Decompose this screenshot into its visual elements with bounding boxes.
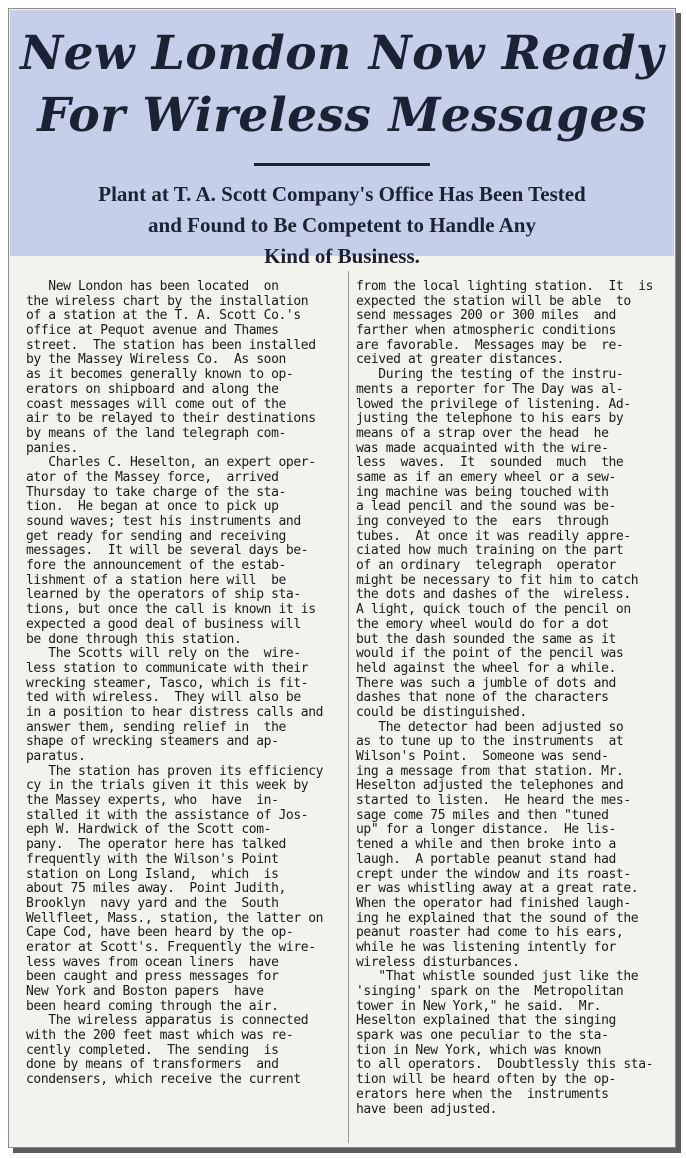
text-line: ing a message from that station. Mr. [356, 763, 624, 779]
text-line: while he was listening intently for [356, 939, 616, 955]
text-line: office at Pequot avenue and Thames [26, 323, 279, 339]
text-line: Heselton adjusted the telephones and [356, 778, 624, 794]
text-line: as to tune up to the instruments at [356, 734, 624, 750]
text-line: ceived at greater distances. [356, 352, 564, 368]
text-line: been heard coming through the air. [26, 998, 279, 1014]
text-line: New York and Boston papers have [26, 984, 264, 999]
text-line: tions, but once the call is known it is [26, 602, 316, 618]
text-line: er was whistling away at a great rate. [356, 881, 639, 897]
text-line: would if the point of the pencil was [356, 646, 624, 662]
text-line: from the local lighting station. It is [356, 279, 654, 294]
text-line: Charles C. Heselton, an expert oper- [26, 455, 316, 471]
text-line: Cape Cod, have been heard by the op- [26, 925, 294, 941]
text-line: sound waves; test his instruments and [26, 514, 301, 529]
text-line: street. The station has been installed [26, 337, 316, 353]
text-line: ted with wireless. They will also be [26, 690, 301, 706]
text-line: The wireless apparatus is connected [26, 1013, 309, 1029]
text-line: answer them, sending relief in the [26, 719, 286, 735]
text-line: have been adjusted. [356, 1101, 498, 1117]
text-line: ciated how much training on the part [356, 543, 624, 559]
text-line: the Massey experts, who have in- [26, 793, 279, 809]
headline-rule [254, 163, 430, 166]
text-line: A light, quick touch of the pencil on [356, 602, 631, 618]
text-line: erator at Scott's. Frequently the wire- [26, 939, 316, 955]
text-line: might be necessary to fit him to catch [356, 572, 639, 588]
text-line: coast messages will come out of the [26, 396, 286, 412]
text-line: erators on shipboard and along the [26, 381, 279, 397]
headline-block [10, 10, 674, 268]
text-line: in a position to hear distress calls and [26, 704, 324, 720]
text-line: sage come 75 miles and then "tuned [356, 807, 609, 823]
text-line: cently completed. The sending is [26, 1042, 279, 1058]
text-line: less station to communicate with their [26, 660, 309, 676]
subheadline-line-3: Kind of Business. [264, 244, 420, 268]
text-line: done by means of transformers and [26, 1057, 279, 1073]
text-line: are favorable. Messages may be re- [356, 337, 624, 353]
text-line: messages. It will be several days be- [26, 543, 309, 559]
text-line: Thursday to take charge of the sta- [26, 484, 286, 500]
text-line: to all operators. Doubtlessly this sta- [356, 1057, 654, 1073]
text-line: There was such a jumble of dots and [356, 675, 616, 691]
text-line: erators here when the instruments [356, 1086, 609, 1102]
text-line: ator of the Massey force, arrived [26, 469, 279, 485]
text-line: panies. [26, 440, 78, 456]
text-line: was made acquainted with the wire- [356, 440, 609, 456]
text-line: stalled it with the assistance of Jos- [26, 807, 309, 823]
text-line: tion will be heard often by the op- [356, 1072, 616, 1088]
text-line: tened a while and then broke into a [356, 837, 616, 853]
text-line: station on Long Island, which is [26, 866, 279, 882]
text-line: less waves from ocean liners have [26, 954, 279, 970]
text-line: same as if an emery wheel or a sew- [356, 469, 616, 485]
text-line: with the 200 feet mast which was re- [26, 1028, 294, 1044]
text-line: Wellfleet, Mass., station, the latter on [26, 910, 324, 926]
text-line: started to listen. He heard the mes- [356, 793, 631, 809]
text-line: justing the telephone to his ears by [356, 411, 624, 427]
text-line: held against the wheel for a while. [356, 660, 616, 676]
text-line: ing conveyed to the ears through [356, 514, 609, 529]
text-line: a lead pencil and the sound was be- [356, 499, 616, 515]
text-line: of a station at the T. A. Scott Co.'s [26, 308, 301, 324]
text-line: pany. The operator here has talked [26, 837, 286, 853]
text-line: lowed the privilege of listening. Ad- [356, 396, 631, 412]
text-line: of an ordinary telegraph operator [356, 558, 616, 574]
text-line: the dots and dashes of the wireless. [356, 587, 631, 603]
text-line: tubes. At once it was readily appre- [356, 528, 631, 544]
text-line: New London has been located on [26, 279, 279, 294]
text-line: means of a strap over the head he [356, 425, 609, 441]
text-line: learned by the operators of ship sta- [26, 587, 301, 603]
text-line: the wireless chart by the installation [26, 293, 309, 309]
text-line: Brooklyn navy yard and the South [26, 895, 279, 911]
text-line: air to be relayed to their destinations [26, 411, 316, 427]
right-column [356, 280, 676, 1117]
headline-line-2: For Wireless Messages [37, 88, 647, 143]
newspaper-clipping [8, 8, 676, 1148]
text-line: ing machine was being touched with [356, 484, 609, 500]
text-line: up" for a longer distance. He lis- [356, 822, 616, 838]
text-line: tion. He began at once to pick up [26, 499, 279, 515]
text-line: shape of wrecking steamers and ap- [26, 734, 279, 750]
text-line: condensers, which receive the current [26, 1072, 301, 1088]
column-divider [348, 271, 349, 1143]
text-line: send messages 200 or 300 miles and [356, 308, 616, 324]
text-line: but the dash sounded the same as it [356, 631, 616, 647]
text-line: wireless disturbances. [356, 954, 520, 970]
text-line: Wilson's Point. Someone was send- [356, 749, 609, 764]
text-line: by the Massey Wireless Co. As soon [26, 352, 286, 368]
text-line: the emory wheel would do for a dot [356, 616, 609, 632]
text-line: wrecking steamer, Tasco, which is fit- [26, 675, 309, 691]
text-line: less waves. It sounded much the [356, 455, 624, 471]
text-line: been caught and press messages for [26, 969, 279, 985]
text-line: about 75 miles away. Point Judith, [26, 881, 286, 897]
text-line: "That whistle sounded just like the [356, 969, 639, 985]
text-line: tion in New York, which was known [356, 1042, 602, 1058]
text-line: dashes that none of the characters [356, 690, 609, 706]
text-line: expected the station will be able to [356, 293, 631, 309]
text-line: fore the announcement of the estab- [26, 558, 286, 574]
text-line: The Scotts will rely on the wire- [26, 646, 301, 662]
text-line: could be distinguished. [356, 704, 527, 720]
text-line: paratus. [26, 749, 86, 764]
subheadline-line-2: and Found to Be Competent to Handle Any [148, 213, 536, 237]
text-line: cy in the trials given it this week by [26, 778, 309, 794]
text-line: spark was one peculiar to the sta- [356, 1028, 609, 1044]
text-line: tower in New York," he said. Mr. [356, 998, 602, 1014]
text-line: laugh. A portable peanut stand had [356, 851, 616, 867]
text-line: get ready for sending and receiving [26, 528, 286, 544]
text-line: The station has proven its efficiency [26, 763, 324, 779]
text-line: ments a reporter for The Day was al- [356, 381, 624, 397]
text-line: The detector had been adjusted so [356, 719, 624, 735]
text-line: expected a good deal of business will [26, 616, 301, 632]
headline-line-1: New London Now Ready [20, 26, 664, 81]
subheadline-line-1: Plant at T. A. Scott Company's Office Has Been Tested [98, 182, 586, 206]
text-line: farther when atmospheric conditions [356, 323, 616, 339]
text-line: 'singing' spark on the Metropolitan [356, 984, 624, 999]
left-column [26, 280, 346, 1088]
text-line: ing he explained that the sound of the [356, 910, 639, 926]
text-line: eph W. Hardwick of the Scott com- [26, 822, 272, 838]
text-line: Heselton explained that the singing [356, 1013, 616, 1029]
text-line: lishment of a station here will be [26, 572, 286, 588]
text-line: frequently with the Wilson's Point [26, 851, 279, 867]
text-line: crept under the window and its roast- [356, 866, 631, 882]
text-line: be done through this station. [26, 631, 242, 647]
text-line: During the testing of the instru- [356, 367, 624, 383]
text-line: When the operator had finished laugh- [356, 895, 631, 911]
text-line: by means of the land telegraph com- [26, 425, 286, 441]
text-line: as it becomes generally known to op- [26, 367, 294, 383]
text-line: peanut roaster had come to his ears, [356, 925, 624, 941]
